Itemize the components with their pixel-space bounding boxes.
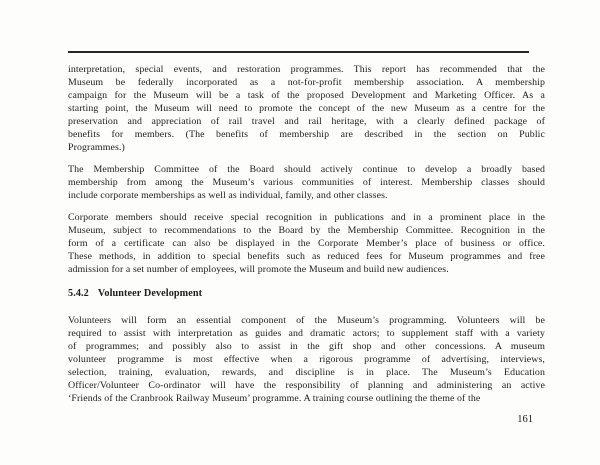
text-line: selection, training, evaluation, rewards, and discipline is in place. The Museum’s Education (68, 367, 545, 378)
text-line: interpretation, special events, and restoration programmes. This report has recommended that the (68, 64, 545, 75)
text-line: Programmes.) (68, 142, 125, 153)
text-line: The Membership Committee of the Board should actively continue to develop a broadly based (68, 164, 545, 175)
body-paragraph-4 (68, 314, 545, 405)
text-line: of programmes; and possibly also to assist in the gift shop and other concessions. A museum (68, 341, 545, 352)
section-title: Volunteer Development (97, 288, 203, 299)
text-line: required to assist with interpretation as guides and dramatic actors; to supplement staff with a variety (68, 328, 545, 339)
text-line: Officer/Volunteer Co-ordinator will have the responsibility of planning and administering an active (68, 380, 545, 391)
header-rule (68, 51, 529, 53)
text-line: Volunteers will form an essential component of the Museum’s programming. Volunteers will be (68, 315, 545, 326)
text-line: ‘Friends of the Cranbrook Railway Museum’ programme. A training course outlining the theme of the (68, 393, 481, 404)
page-number: 161 (517, 414, 533, 425)
section-heading (68, 287, 545, 300)
text-line: volunteer programme is most effective when a rigorous programme of advertising, interviews, (68, 354, 545, 365)
text-line: form of a certificate can also be displayed in the Corporate Member’s place of business or office. (68, 238, 545, 249)
text-line: include corporate memberships as well as individual, family, and other classes. (68, 190, 388, 201)
text-line: admission for a set number of employees, will promote the Museum and build new audiences. (68, 264, 449, 275)
body-paragraph-1 (68, 63, 545, 154)
section-number: 5.4.2 (68, 288, 89, 299)
text-line: membership from among the Museum’s various communities of interest. Membership classes should (68, 177, 545, 188)
text-line: preservation and appreciation of rail travel and rail heritage, with a clearly defined package of (68, 116, 545, 127)
body-paragraph-3 (68, 211, 545, 276)
text-line: Museum be federally incorporated as a not-for-profit membership association. A membership (68, 77, 545, 88)
text-line: Corporate members should receive special recognition in publications and in a prominent place in the (68, 212, 545, 223)
text-line: campaign for the Museum will be a task of the proposed Development and Marketing Officer. As a (68, 90, 545, 101)
text-line: These methods, in addition to special benefits such as reduced fees for Museum programmes and free (68, 251, 545, 262)
body-paragraph-2 (68, 163, 545, 202)
text-line: Museum, subject to recommendations to the Board by the Membership Committee. Recognition in the (68, 225, 545, 236)
text-line: starting point, the Museum will need to promote the concept of the new Museum as a centre for the (68, 103, 545, 114)
text-line: benefits for members. (The benefits of membership are described in the section on Public (68, 129, 545, 140)
